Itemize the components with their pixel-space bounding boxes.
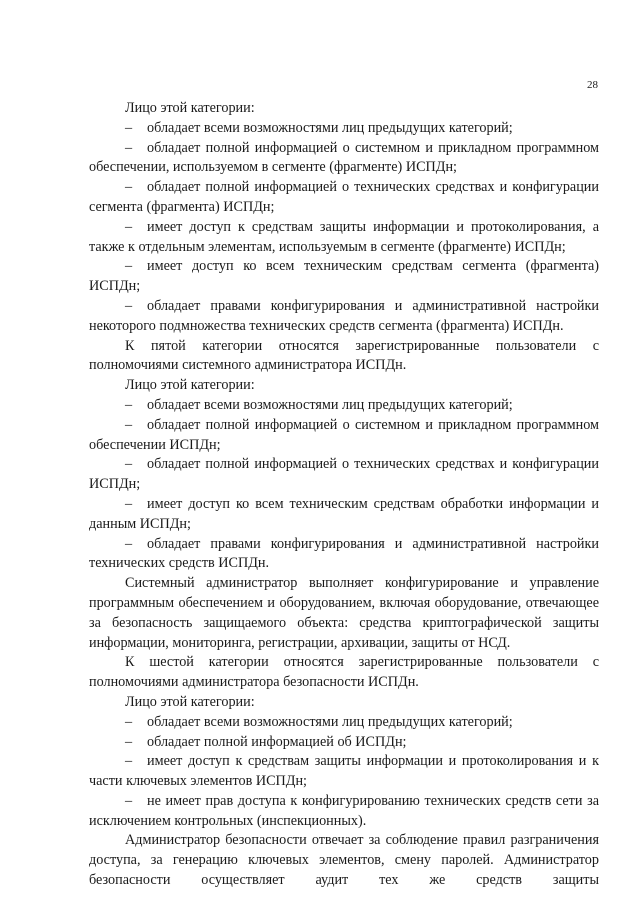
list-item: – обладает правами конфигурирования и административной настройки технических средств ИСПДн. <box>89 535 599 572</box>
dash-bullet-icon: – <box>125 456 133 473</box>
dash-bullet-icon: – <box>125 733 133 750</box>
document-body <box>89 99 599 891</box>
dash-bullet-icon: – <box>125 258 133 275</box>
list-item: – обладает полной информацией о технических средствах и конфигурации ИСПДн; <box>89 456 599 493</box>
list-item: – обладает правами конфигурирования и административной настройки некоторого подмножества технических средств сегмента (фрагмента) ИСПДн. <box>89 297 599 334</box>
dash-bullet-icon: – <box>125 297 133 314</box>
dash-bullet-icon: – <box>125 535 133 552</box>
list-item: – обладает полной информацией о системном и прикладном программном обеспечении ИСПДн; <box>89 416 599 453</box>
list-item: – имеет доступ к средствам защиты информации и протоколирования и к части ключевых элементов ИСПДн; <box>89 753 599 790</box>
list-item: – не имеет прав доступа к конфигурированию технических средств сети за исключением контрольных (инспекционных). <box>89 792 599 829</box>
dash-bullet-icon: – <box>125 119 133 136</box>
dash-bullet-icon: – <box>125 495 133 512</box>
dash-bullet-icon: – <box>125 416 133 433</box>
dash-bullet-icon: – <box>125 753 133 770</box>
paragraph: Администратор безопасности отвечает за соблюдение правил разграничения доступа, за генерацию ключевых элементов, смену паролей. Администратор безопасности осуществляет аудит тех же средств защиты <box>89 832 599 889</box>
list-item: – обладает полной информацией об ИСПДн; <box>89 733 599 753</box>
dash-bullet-icon: – <box>125 218 133 235</box>
list-item: – обладает всеми возможностями лиц предыдущих категорий; <box>89 396 599 416</box>
dash-bullet-icon: – <box>125 713 133 730</box>
paragraph: Лицо этой категории: <box>125 100 255 116</box>
list-item: – обладает полной информацией о технических средствах и конфигурации сегмента (фрагмента) ИСПДн; <box>89 179 599 215</box>
dash-bullet-icon: – <box>125 179 133 196</box>
dash-bullet-icon: – <box>125 139 133 156</box>
paragraph: Лицо этой категории: <box>125 693 255 710</box>
paragraph: К пятой категории относятся зарегистрированные пользователи с полномочиями системного администратора ИСПДн. <box>89 337 599 374</box>
list-item: – обладает всеми возможностями лиц предыдущих категорий; <box>89 119 599 139</box>
list-item: – обладает всеми возможностями лиц предыдущих категорий; <box>89 713 599 733</box>
paragraph: Лицо этой категории: <box>125 377 255 394</box>
list-item: – имеет доступ к средствам защиты информации и протоколирования, а также к отдельным элементам, используемым в сегменте (фрагменте) ИСПДн; <box>89 218 599 255</box>
page-number: 28 <box>587 79 598 91</box>
list-item: – имеет доступ ко всем техническим средствам сегмента (фрагмента) ИСПДн; <box>89 258 599 295</box>
paragraph: К шестой категории относятся зарегистрированные пользователи с полномочиями администратора безопасности ИСПДн. <box>89 654 599 691</box>
paragraph: Системный администратор выполняет конфигурирование и управление программным обеспечением и оборудованием, включая оборудование, отвечающее за безопасность защищаемого объекта: средства криптографической защиты информации, мониторинга, регистрации, архивации, защиты от НСД. <box>89 575 599 651</box>
list-item: – имеет доступ ко всем техническим средствам обработки информации и данным ИСПДн; <box>89 495 599 532</box>
list-item: – обладает полной информацией о системном и прикладном программном обеспечении, используемом в сегменте (фрагменте) ИСПДн; <box>89 139 599 176</box>
dash-bullet-icon: – <box>125 792 133 809</box>
dash-bullet-icon: – <box>125 396 133 413</box>
